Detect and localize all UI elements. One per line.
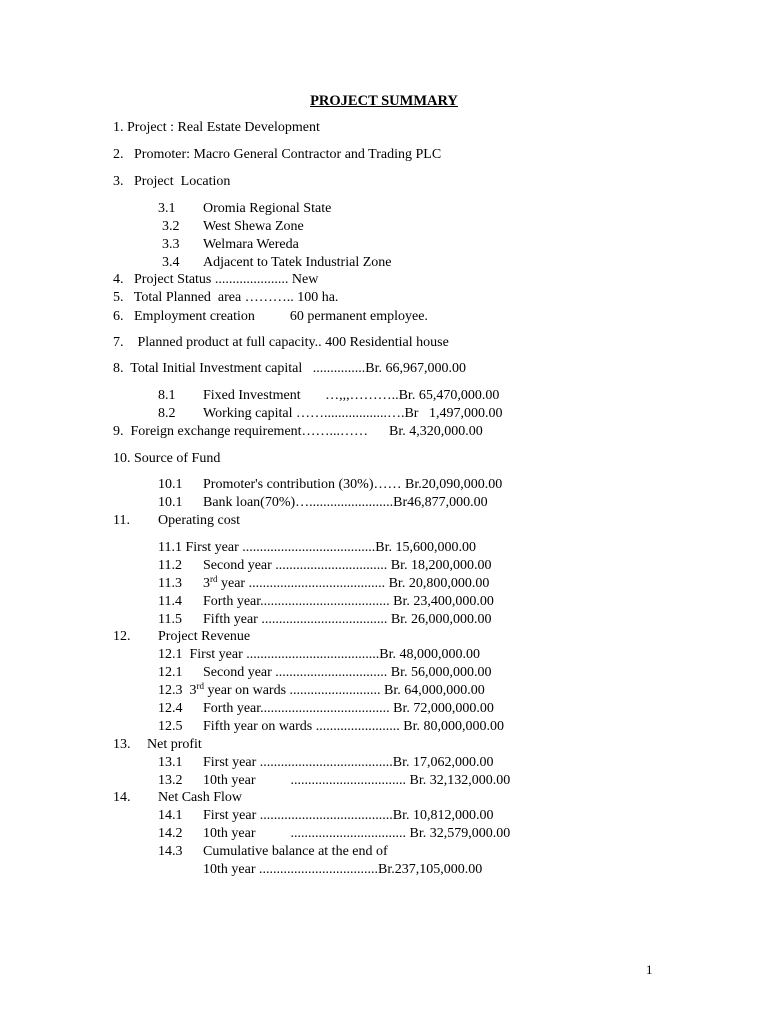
net-profit-year-10: 10th year ................................. Br. 32,132,000.00 <box>203 773 511 788</box>
sub-number: 14.1 <box>158 808 183 823</box>
location-region: Oromia Regional State <box>203 201 332 216</box>
sub-number: 11.3 <box>158 576 182 591</box>
sub-number: 10.1 <box>158 495 183 510</box>
sub-number: 3.4 <box>162 255 180 270</box>
item-12-project-revenue: Project Revenue <box>158 629 251 644</box>
sub-number: 8.2 <box>158 406 176 421</box>
opcost-year-1: 11.1 First year ......................................Br. 15,600,000.00 <box>158 540 476 555</box>
sub-number: 13.1 <box>158 755 183 770</box>
cumulative-balance-value: 10th year ..................................Br.237,105,000.00 <box>203 862 483 877</box>
revenue-year-1: 12.1 First year ......................................Br. 48,000,000.00 <box>158 647 480 662</box>
sub-number: 14.2 <box>158 826 183 841</box>
location-wereda: Welmara Wereda <box>203 237 299 252</box>
location-zone: West Shewa Zone <box>203 219 304 234</box>
sub-number: 13.2 <box>158 773 183 788</box>
opcost-year-5: Fifth year .................................... Br. 26,000,000.00 <box>203 612 492 627</box>
item-number: 13. <box>113 737 131 752</box>
item-7-planned-product: 7. Planned product at full capacity.. 400 Residential house <box>113 335 449 350</box>
item-8-total-investment: 8. Total Initial Investment capital ...............Br. 66,967,000.00 <box>113 361 466 376</box>
cumulative-balance-label: Cumulative balance at the end of <box>203 844 388 859</box>
sub-number: 3.3 <box>162 237 180 252</box>
item-number: 12. <box>113 629 131 644</box>
item-3-project-location: 3. Project Location <box>113 174 231 189</box>
sub-number: 12.5 <box>158 719 183 734</box>
page-number: 1 <box>646 962 653 977</box>
item-1-project: 1. Project : Real Estate Development <box>113 120 320 135</box>
sub-number: 3.1 <box>158 201 176 216</box>
cash-flow-year-1: First year ......................................Br. 10,812,000.00 <box>203 808 494 823</box>
item-10-source-of-fund: 10. Source of Fund <box>113 451 221 466</box>
sub-number: 10.1 <box>158 477 183 492</box>
sub-number: 11.5 <box>158 612 182 627</box>
page-title: PROJECT SUMMARY <box>310 93 458 109</box>
sub-number: 12.1 <box>158 665 183 680</box>
item-14-net-cash-flow: Net Cash Flow <box>158 790 242 805</box>
revenue-year-4: Forth year..................................... Br. 72,000,000.00 <box>203 701 494 716</box>
revenue-year-5: Fifth year on wards ........................ Br. 80,000,000.00 <box>203 719 504 734</box>
item-6-employment: 6. Employment creation 60 permanent employee. <box>113 309 428 324</box>
opcost-year-2: Second year ................................ Br. 18,200,000.00 <box>203 558 492 573</box>
item-number: 11. <box>113 513 130 528</box>
location-adjacent: Adjacent to Tatek Industrial Zone <box>203 255 392 270</box>
item-13-net-profit: Net profit <box>147 737 202 752</box>
item-4-project-status: 4. Project Status ..................... New <box>113 272 319 287</box>
item-number: 14. <box>113 790 131 805</box>
fixed-investment: Fixed Investment …,,,………..Br. 65,470,000.00 <box>203 388 500 403</box>
item-2-promoter: 2. Promoter: Macro General Contractor and Trading PLC <box>113 147 442 162</box>
working-capital: Working capital ……..................….Br 1,497,000.00 <box>203 406 503 421</box>
sub-number: 11.2 <box>158 558 182 573</box>
sub-number: 14.3 <box>158 844 183 859</box>
sub-number: 12.4 <box>158 701 183 716</box>
revenue-year-3: 12.3 3rd year on wards .......................... Br. 64,000,000.00 <box>158 681 485 698</box>
item-9-foreign-exchange: 9. Foreign exchange requirement……...…… Br. 4,320,000.00 <box>113 424 483 439</box>
sub-number: 11.4 <box>158 594 182 609</box>
net-profit-year-1: First year ......................................Br. 17,062,000.00 <box>203 755 494 770</box>
sub-number: 8.1 <box>158 388 176 403</box>
cash-flow-year-10: 10th year ................................. Br. 32,579,000.00 <box>203 826 511 841</box>
opcost-year-4: Forth year..................................... Br. 23,400,000.00 <box>203 594 494 609</box>
promoter-contribution: Promoter's contribution (30%)…… Br.20,090,000.00 <box>203 477 503 492</box>
item-11-operating-cost: Operating cost <box>158 513 241 528</box>
bank-loan: Bank loan(70%)…........................Br46,877,000.00 <box>203 495 488 510</box>
opcost-year-3: 3rd year ....................................... Br. 20,800,000.00 <box>203 574 490 591</box>
sub-number: 3.2 <box>162 219 180 234</box>
item-5-planned-area: 5. Total Planned area ……….. 100 ha. <box>113 290 339 305</box>
revenue-year-2: Second year ................................ Br. 56,000,000.00 <box>203 665 492 680</box>
